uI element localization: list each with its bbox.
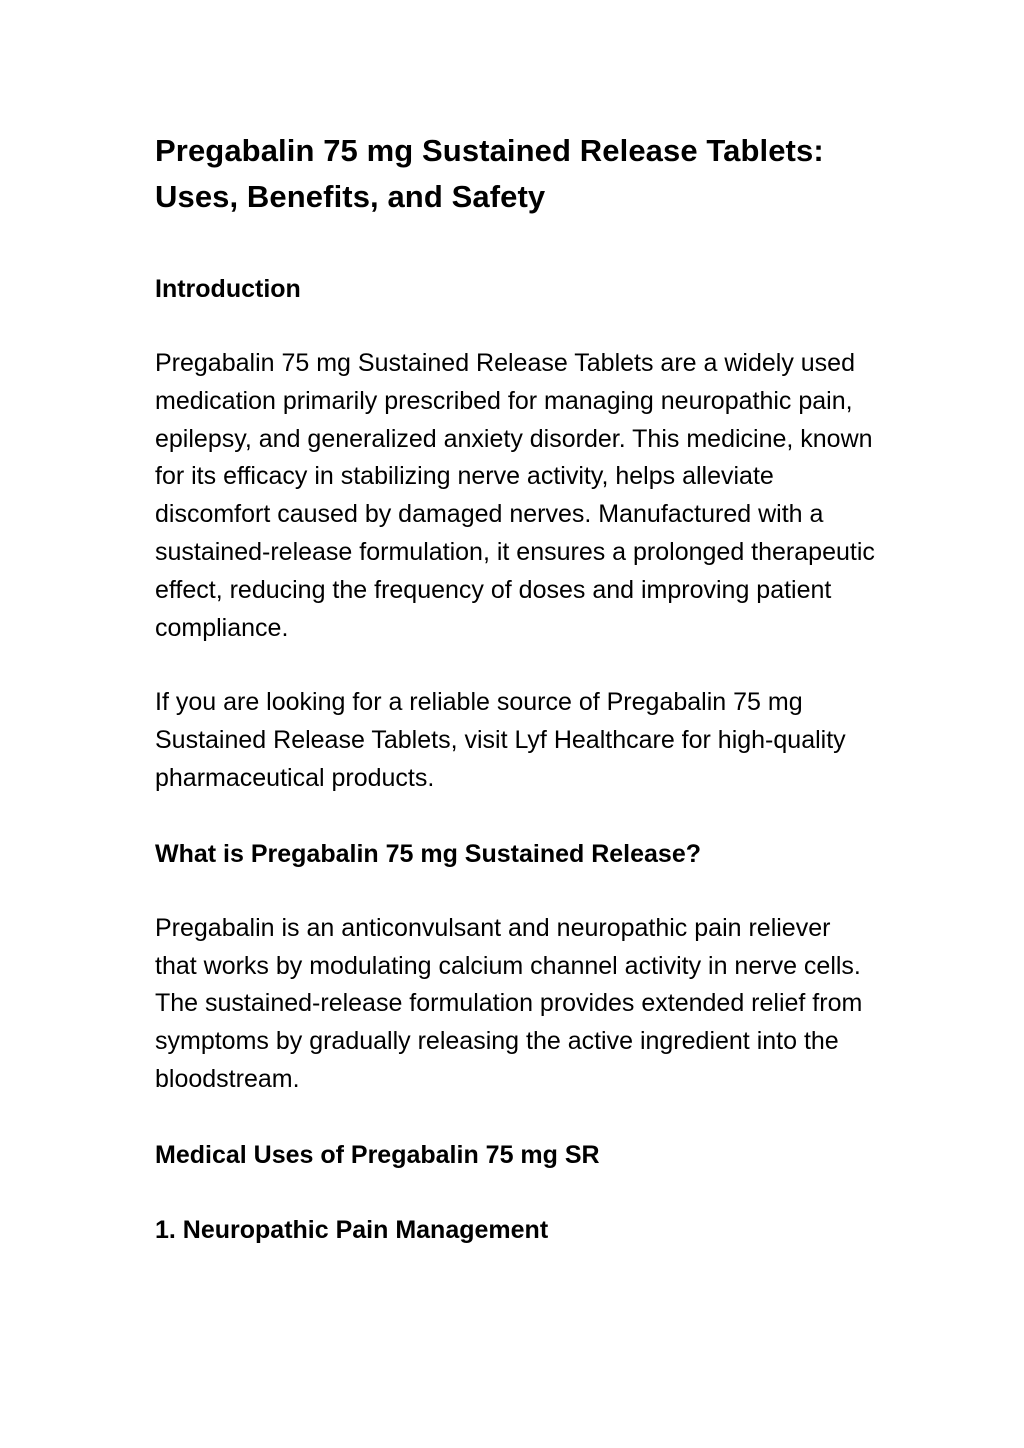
source-paragraph: If you are looking for a reliable source of Pregabalin 75 mg Sustained Release Tablets, visit Lyf Healthcare for high-quality pharmaceutical products. bbox=[155, 688, 846, 792]
document-page bbox=[155, 128, 875, 1249]
what-is-paragraph: Pregabalin is an anticonvulsant and neuropathic pain reliever that works by modulating calcium channel activity in nerve cells. The sustained-release formulation provides extended relief from symptoms by gradually releasing the active ingredient into the bloodstream. bbox=[155, 913, 863, 1093]
what-is-heading: What is Pregabalin 75 mg Sustained Release? bbox=[155, 839, 702, 868]
introduction-paragraph: Pregabalin 75 mg Sustained Release Tablets are a widely used medication primarily prescribed for managing neuropathic pain, epilepsy, and generalized anxiety disorder. This medicine, known for its efficacy in stabilizing nerve activity, helps alleviate discomfort caused by damaged nerves. Manufactured with a sustained-release formulation, it ensures a prolonged therapeutic effect, reducing the frequency of doses and improving patient compliance. bbox=[155, 349, 875, 642]
document-title-line-1: Pregabalin 75 mg Sustained Release Tablets: bbox=[155, 133, 824, 168]
neuropathic-pain-subheading: 1. Neuropathic Pain Management bbox=[155, 1215, 549, 1244]
document-title bbox=[155, 128, 875, 220]
medical-uses-heading: Medical Uses of Pregabalin 75 mg SR bbox=[155, 1140, 600, 1169]
document-title-line-2: Uses, Benefits, and Safety bbox=[155, 179, 546, 214]
introduction-heading: Introduction bbox=[155, 275, 301, 303]
